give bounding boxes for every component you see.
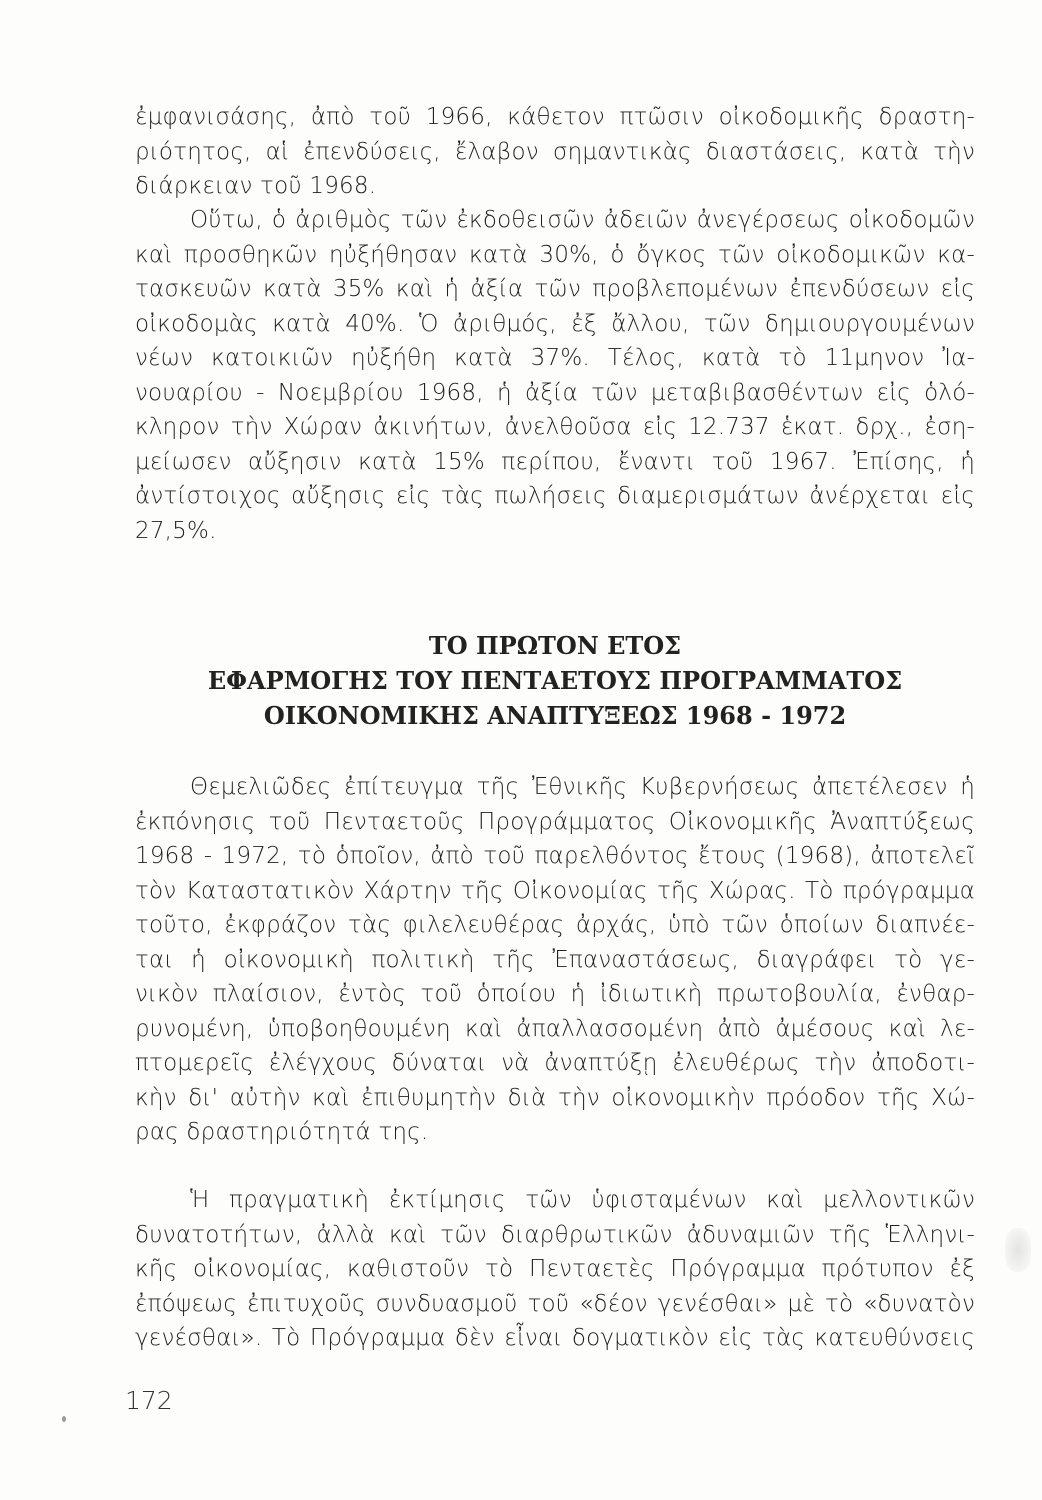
paragraph-2 — [135, 203, 975, 548]
text-line: ται ἡ οἰκονομικὴ πολιτικὴ τῆς Ἐπαναστάσεως, διαγράφει τὸ γε- — [135, 946, 975, 973]
paper-smudge — [1005, 1228, 1031, 1272]
text-line: νουαρίου - Νοεμβρίου 1968, ἡ ἀξία τῶν μεταβιβασθέντων εἰς ὁλό- — [135, 379, 975, 406]
text-line: κληρον τὴν Χώραν ἀκινήτων, ἀνελθοῦσα εἰς 12.737 ἑκατ. δρχ., ἐση- — [135, 414, 975, 440]
text-line: νέων κατοικιῶν ηὐξήθη κατὰ 37%. Τέλος, κατὰ τὸ 11μηνον Ἰα- — [135, 345, 975, 371]
page-number: 172 — [125, 1386, 173, 1415]
text-line: τὸν Καταστατικὸν Χάρτην τῆς Οἰκονομίας τῆς Χώρας. Τὸ πρόγραμμα — [135, 877, 975, 904]
text-line: τοῦτο, ἐκφράζον τὰς φιλελευθέρας ἀρχάς, ὑπὸ τῶν ὁποίων διαπνέε- — [135, 912, 975, 938]
text-line: Οὕτω, ὁ ἀριθμὸς τῶν ἐκδοθεισῶν ἀδειῶν ἀνεγέρσεως οἰκοδομῶν — [190, 207, 975, 233]
text-line: γενέσθαι». Τὸ Πρόγραμμα δὲν εἶναι δογματικὸν εἰς τὰς κατευθύνσεις — [135, 1325, 975, 1351]
text-line: Ἡ πραγματικὴ ἐκτίμησις τῶν ὑφισταμένων καὶ μελλοντικῶν — [190, 1187, 975, 1213]
text-line: ἐπόψεως ἐπιτυχοῦς συνδυασμοῦ τοῦ «δέον γενέσθαι» μὲ τὸ «δυνατὸν — [135, 1290, 975, 1317]
section-heading — [135, 628, 975, 733]
text-line: κὴν δι' αὐτὴν καὶ ἐπιθυμητὴν διὰ τὴν οἰκονομικὴν πρόοδον τῆς Χώ- — [135, 1084, 975, 1111]
text-line: ριότητος, αἱ ἐπενδύσεις, ἔλαβον σημαντικὰς διαστάσεις, κατὰ τὴν — [135, 138, 975, 165]
heading-line-2: ΕΦΑΡΜΟΓΗΣ ΤΟΥ ΠΕΝΤΑΕΤΟΥΣ ΠΡΟΓΡΑΜΜΑΤΟΣ — [207, 666, 903, 695]
heading-line-3: ΟΙΚΟΝΟΜΙΚΗΣ ΑΝΑΠΤΥΞΕΩΣ 1968 - 1972 — [263, 701, 847, 730]
text-line: νικὸν πλαίσιον, ἐντὸς τοῦ ὁποίου ἡ ἰδιωτικὴ πρωτοβουλία, ἐνθαρ- — [135, 981, 975, 1007]
paragraph-3 — [135, 770, 975, 1150]
text-line: Θεμελιῶδες ἐπίτευγμα τῆς Ἐθνικῆς Κυβερνήσεως ἀπετέλεσεν ἡ — [190, 774, 975, 800]
paragraph-4 — [135, 1183, 975, 1356]
text-line: διάρκειαν τοῦ 1968. — [135, 173, 377, 199]
text-line: 1968 - 1972, τὸ ὁποῖον, ἀπὸ τοῦ παρελθόντος ἔτους (1968), ἀποτελεῖ — [135, 843, 975, 869]
paragraph-1 — [135, 100, 975, 204]
text-line: μείωσεν αὔξησιν κατὰ 15% περίπου, ἔναντι τοῦ 1967. Ἐπίσης, ἡ — [135, 448, 975, 475]
text-line: ἐκπόνησις τοῦ Πενταετοῦς Προγράμματος Οἰκονομικῆς Ἀναπτύξεως — [135, 808, 975, 835]
text-line: ρυνομένη, ὑποβοηθουμένη καὶ ἀπαλλασσομένη ἀπὸ ἀμέσους καὶ λε- — [135, 1015, 975, 1042]
text-line: τασκευῶν κατὰ 35% καὶ ἡ ἀξία τῶν προβλεπομένων ἐπενδύσεων εἰς — [135, 276, 975, 302]
text-line: ἀντίστοιχος αὔξησις εἰς τὰς πωλήσεις διαμερισμάτων ἀνέρχεται εἰς — [135, 483, 975, 509]
text-line: 27,5%. — [135, 517, 217, 544]
text-line: οἰκοδομὰς κατὰ 40%. Ὁ ἀριθμός, ἐξ ἄλλου, τῶν δημιουργουμένων — [135, 310, 975, 337]
text-line: δυνατοτήτων, ἀλλὰ καὶ τῶν διαρθρωτικῶν ἀδυναμιῶν τῆς Ἑλληνι- — [135, 1221, 975, 1248]
text-line: κῆς οἰκονομίας, καθιστοῦν τὸ Πενταετὲς Πρόγραμμα πρότυπον ἐξ — [135, 1256, 975, 1282]
text-line: καὶ προσθηκῶν ηὐξήθησαν κατὰ 30%, ὁ ὄγκος τῶν οἰκοδομικῶν κα- — [135, 241, 975, 268]
text-line: ἐμφανισάσης, ἀπὸ τοῦ 1966, κάθετον πτῶσιν οἰκοδομικῆς δραστη- — [135, 104, 975, 130]
ink-speck — [62, 1416, 66, 1422]
heading-line-1: ΤΟ ΠΡΩΤΟΝ ΕΤΟΣ — [428, 631, 682, 660]
text-line: πτομερεῖς ἐλέγχους δύναται νὰ ἀναπτύξῃ ἐλευθέρως τὴν ἀποδοτι- — [135, 1050, 975, 1076]
text-line: ρας δραστηριότητά της. — [135, 1119, 429, 1145]
